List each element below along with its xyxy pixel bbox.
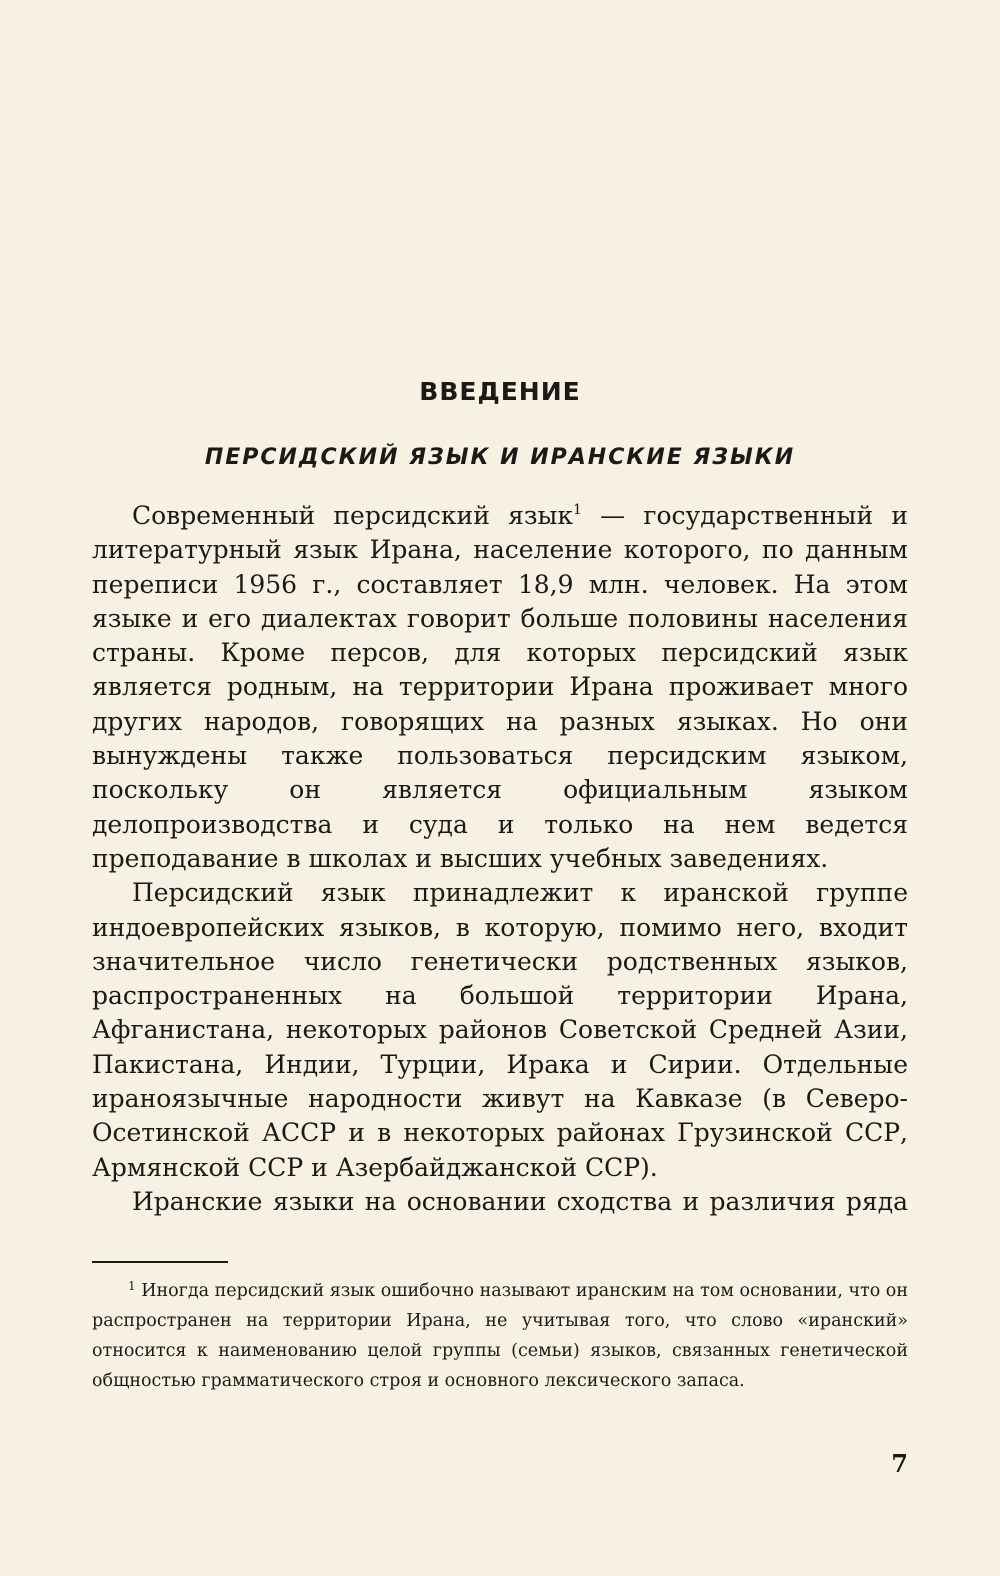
main-text <box>92 499 908 1219</box>
paragraph-1 <box>92 499 908 876</box>
footnote <box>92 1276 908 1396</box>
paragraph-1-start: Современный персидский язык <box>132 501 574 530</box>
footnote-text: Иногда персидский язык ошибочно называют иранским на том основании, что он распространен на территории Ирана, не учитывая того, что слово «иранский» относится к наименованию целой группы (семьи) языков, связанных генетической общностью грамматического строя и основного лексического запаса. <box>92 1281 908 1391</box>
paragraph-1-rest: — государственный и литературный язык Ирана, население которого, по данным переписи 1956 г., составляет 18,9 млн. человек. На этом языке и его диалектах говорит больше половины населения страны. Кроме персов, для которых персидский язык является родным, на территории Ирана проживает много других народов, говорящих на разных языках. Но они вынуждены также пользоваться персидским языком, поскольку он является официальным языком делопроизводства и суда и только на нем ведется преподавание в школах и высших учебных заведениях. <box>92 501 908 873</box>
footnote-reference: 1 <box>573 502 582 518</box>
chapter-title: ВВЕДЕНИЕ <box>419 377 581 406</box>
paragraph-3: Иранские языки на основании сходства и различия ряда <box>132 1186 908 1216</box>
section-title: ПЕРСИДСКИЙ ЯЗЫК И ИРАНСКИЕ ЯЗЫКИ <box>204 445 796 470</box>
paragraph-2: Персидский язык принадлежит к иранской группе индоевропейских языков, в которую, помимо него, входит значительное число генетически родственных языков, распространенных на большой территории Ирана, Афганистана, некоторых районов Советской Средней Азии, Пакистана, Индии, Турции, Ирака и Сирии. Отдельные ираноязычные народности живут на Кавказе (в Северо-Осетинской АССР и в некоторых районах Грузинской ССР, Армянской ССР и Азербайджанской ССР). <box>92 878 908 1182</box>
footnote-marker: 1 <box>128 1279 136 1293</box>
footnote-divider <box>92 1261 228 1263</box>
page-number: 7 <box>891 1449 908 1478</box>
